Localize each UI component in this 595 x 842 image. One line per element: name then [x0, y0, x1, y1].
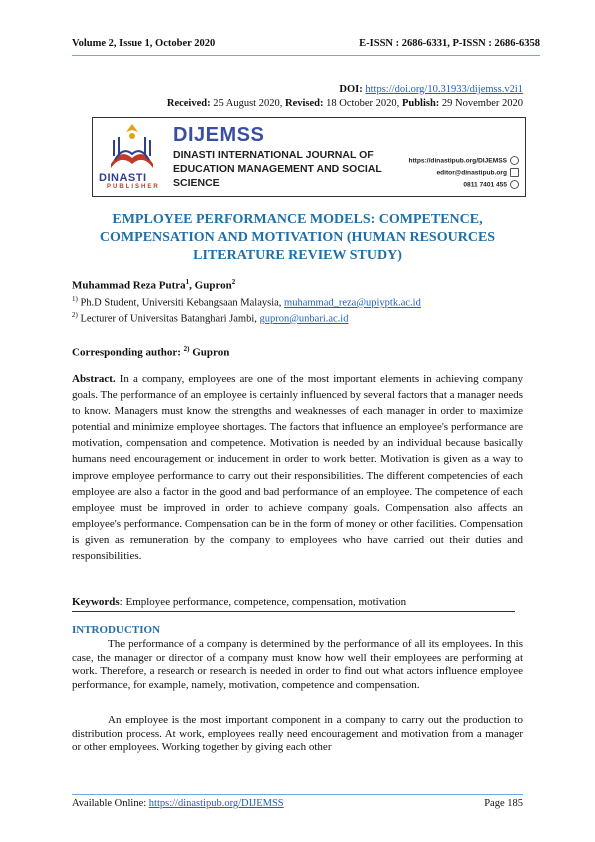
abstract-text: In a company, employees are one of the most important elements in achieving company goals. The performance of an employee is certainly influenced by several factors that a manager needs to know. Managers must know the strengths and weaknesses of each manager in order to maximize potential and minimize employee shortages. The factors that influence an employee's performance are motivation, compensation and competence. Motivation is needed by an individual because basically humans need encouragement or inducement in order to work better. Motivation is given as a way to improve employee performance to carry out their responsibilities. The different competencies of each employee are also a factor in the good and bad performance of an employee. The competence of each employee must be improved in order to achieve company goals. Compensation also affects an employee's performance. Compensation can be in the form of money or other facilities. Compensation is given as remuneration by the company to employees who have carried out their duties and responsibilities. — [72, 373, 524, 563]
publish-date: 29 November 2020 — [441, 98, 523, 109]
journal-short-name: DIJEMSS — [173, 124, 265, 146]
journal-banner — [92, 117, 526, 197]
keywords-label: Keywords — [72, 596, 120, 608]
header-divider — [72, 55, 540, 56]
phone-icon — [510, 180, 519, 189]
publisher-logo — [93, 118, 171, 194]
affiliation-2-sup: 2) — [72, 311, 78, 319]
keywords — [72, 596, 406, 608]
author-1: Muhammad Reza Putra — [72, 279, 186, 292]
journal-email-text: editor@dinastipub.org — [436, 169, 507, 177]
journal-full-name: DINASTI INTERNATIONAL JOURNAL OF EDUCATION MANAGEMENT AND SOCIAL SCIENCE — [173, 149, 382, 189]
received-label: Received: — [166, 98, 211, 109]
keywords-text: : Employee performance, competence, compensation, motivation — [119, 596, 407, 608]
journal-phone-text: 0811 7401 455 — [463, 181, 507, 189]
footer-availability — [72, 798, 284, 809]
affiliation-1 — [72, 295, 421, 309]
affiliation-1-sup: 1) — [72, 295, 78, 303]
corresponding-sup: 2) — [183, 345, 190, 353]
dates-line — [167, 98, 523, 109]
affiliation-2-email[interactable]: gupron@unbari.ac.id — [259, 313, 349, 325]
footer-divider — [72, 794, 523, 795]
running-header-issn: E-ISSN : 2686-6331, P-ISSN : 2686-6358 — [359, 38, 540, 49]
section-heading-introduction: INTRODUCTION — [72, 624, 161, 636]
journal-website-text: https://dinastipub.org/DIJEMSS — [408, 157, 507, 165]
publisher-logo-sub: PUBLISHER — [107, 184, 160, 190]
page-number: Page 185 — [484, 798, 523, 809]
mail-icon — [510, 168, 519, 177]
author-2: Gupron — [194, 279, 232, 292]
journal-phone — [463, 180, 519, 189]
keywords-divider — [72, 611, 515, 612]
revised-date: 18 October 2020, — [326, 98, 400, 109]
author-2-sup: 2 — [231, 278, 236, 286]
doi-line — [339, 84, 523, 95]
publisher-logo-word: DINASTI — [99, 172, 147, 184]
abstract-label: Abstract. — [72, 373, 116, 385]
revised-label: Revised: — [284, 98, 324, 109]
footer-link[interactable]: https://dinastipub.org/DIJEMSS — [148, 798, 284, 809]
article-title: EMPLOYEE PERFORMANCE MODELS: COMPETENCE, COMPENSATION AND MOTIVATION (HUMAN RESOURCES LITERATURE REVIEW STUDY) — [99, 212, 496, 263]
intro-paragraph-1: The performance of a company is determined by the performance of all its employees. In this case, the manager or director of a company must know how well their employees are performing at work. Therefore, a research or research is needed in order to find out what actors influence employee performance, for example, namely, motivation, competence and compensation. — [72, 638, 523, 691]
globe-icon — [510, 156, 519, 165]
affiliation-1-email[interactable]: muhammad_reza@upiyptk.ac.id — [284, 297, 421, 309]
abstract — [72, 371, 523, 564]
corresponding-label: Corresponding author: — [72, 346, 181, 359]
publish-label: Publish: — [401, 98, 440, 109]
affiliation-2 — [72, 311, 348, 325]
journal-email — [436, 168, 519, 177]
running-header-volume: Volume 2, Issue 1, October 2020 — [72, 38, 216, 49]
corresponding-author — [72, 345, 229, 359]
author-list — [72, 278, 235, 292]
received-date: 25 August 2020, — [213, 98, 283, 109]
book-crown-icon — [93, 118, 171, 174]
corresponding-name: Gupron — [192, 346, 230, 359]
doi-link[interactable]: https://doi.org/10.31933/dijemss.v2i1 — [365, 84, 523, 95]
affiliation-1-text: Ph.D Student, Universiti Kebangsaan Malaysia, — [80, 297, 285, 309]
author-separator: , — [189, 279, 195, 292]
author-1-sup: 1 — [185, 278, 190, 286]
footer-label: Available Online: — [72, 798, 149, 809]
affiliation-2-text: Lecturer of Universitas Batanghari Jambi, — [80, 313, 260, 325]
doi-label: DOI: — [339, 84, 363, 95]
intro-paragraph-2: An employee is the most important component in a company to carry out the production to distribution process. At work, employees really need encouragement and motivation from a manager or other employees. Working together by giving each other — [72, 714, 523, 754]
journal-website — [408, 156, 519, 165]
